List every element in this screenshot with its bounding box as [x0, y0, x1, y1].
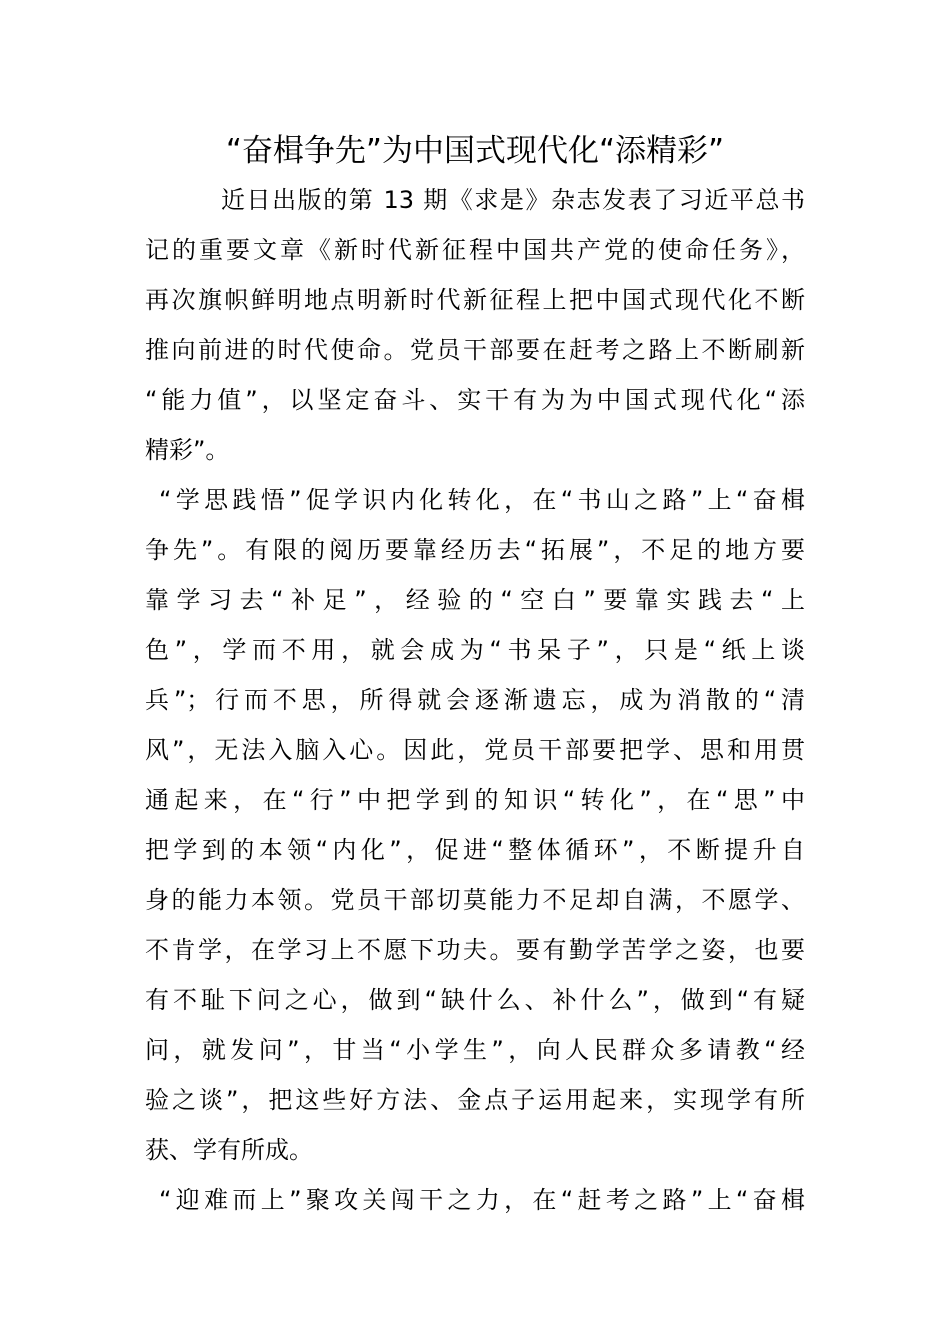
text-line: 问，就发问”，甘当“小学生”，向人民群众多请教“经 [145, 1036, 805, 1064]
text-line: 获、学有所成。 [145, 1136, 313, 1164]
text-line: “迎难而上”聚攻关闯干之力，在“赶考之路”上“奋楫 [159, 1186, 805, 1214]
text-line: 兵”；行而不思，所得就会逐渐遗忘，成为消散的“清 [145, 686, 805, 714]
paragraph-1 [145, 175, 825, 475]
text-line: “学思践悟”促学识内化转化，在“书山之路”上“奋楫 [159, 486, 805, 514]
text-line: 精彩”。 [145, 436, 230, 464]
article-title: “奋楫争先”为中国式现代化“添精彩” [225, 133, 725, 169]
text-line: 推向前进的时代使命。党员干部要在赶考之路上不断刷新 [145, 336, 805, 364]
text-line: 色”，学而不用，就会成为“书呆子”，只是“纸上谈 [145, 636, 805, 664]
text-line: 身的能力本领。党员干部切莫能力不足却自满，不愿学、 [145, 886, 805, 914]
text-line: “能力值”，以坚定奋斗、实干有为为中国式现代化“添 [145, 386, 805, 414]
text-line: 不肯学，在学习上不愿下功夫。要有勤学苦学之姿，也要 [145, 936, 805, 964]
paragraph-3 [145, 1175, 825, 1225]
text-line: 通起来，在“行”中把学到的知识“转化”，在“思”中 [145, 786, 805, 814]
text-line: 靠学习去“补足”，经验的“空白”要靠实践去“上 [145, 586, 805, 614]
text-line: 有不耻下问之心，做到“缺什么、补什么”，做到“有疑 [145, 986, 805, 1014]
text-line: 验之谈”，把这些好方法、金点子运用起来，实现学有所 [145, 1086, 805, 1114]
text-line: 争先”。有限的阅历要靠经历去“拓展”，不足的地方要 [145, 536, 805, 564]
article-body [145, 175, 825, 1225]
text-line: 风”，无法入脑入心。因此，党员干部要把学、思和用贯 [145, 736, 805, 764]
text-line: 近日出版的第 13 期《求是》杂志发表了习近平总书 [221, 186, 805, 214]
text-line: 记的重要文章《新时代新征程中国共产党的使命任务》， [145, 236, 805, 264]
text-line: 再次旗帜鲜明地点明新时代新征程上把中国式现代化不断 [145, 286, 805, 314]
paragraph-2 [145, 475, 825, 1175]
text-line: 把学到的本领“内化”，促进“整体循环”，不断提升自 [145, 836, 805, 864]
